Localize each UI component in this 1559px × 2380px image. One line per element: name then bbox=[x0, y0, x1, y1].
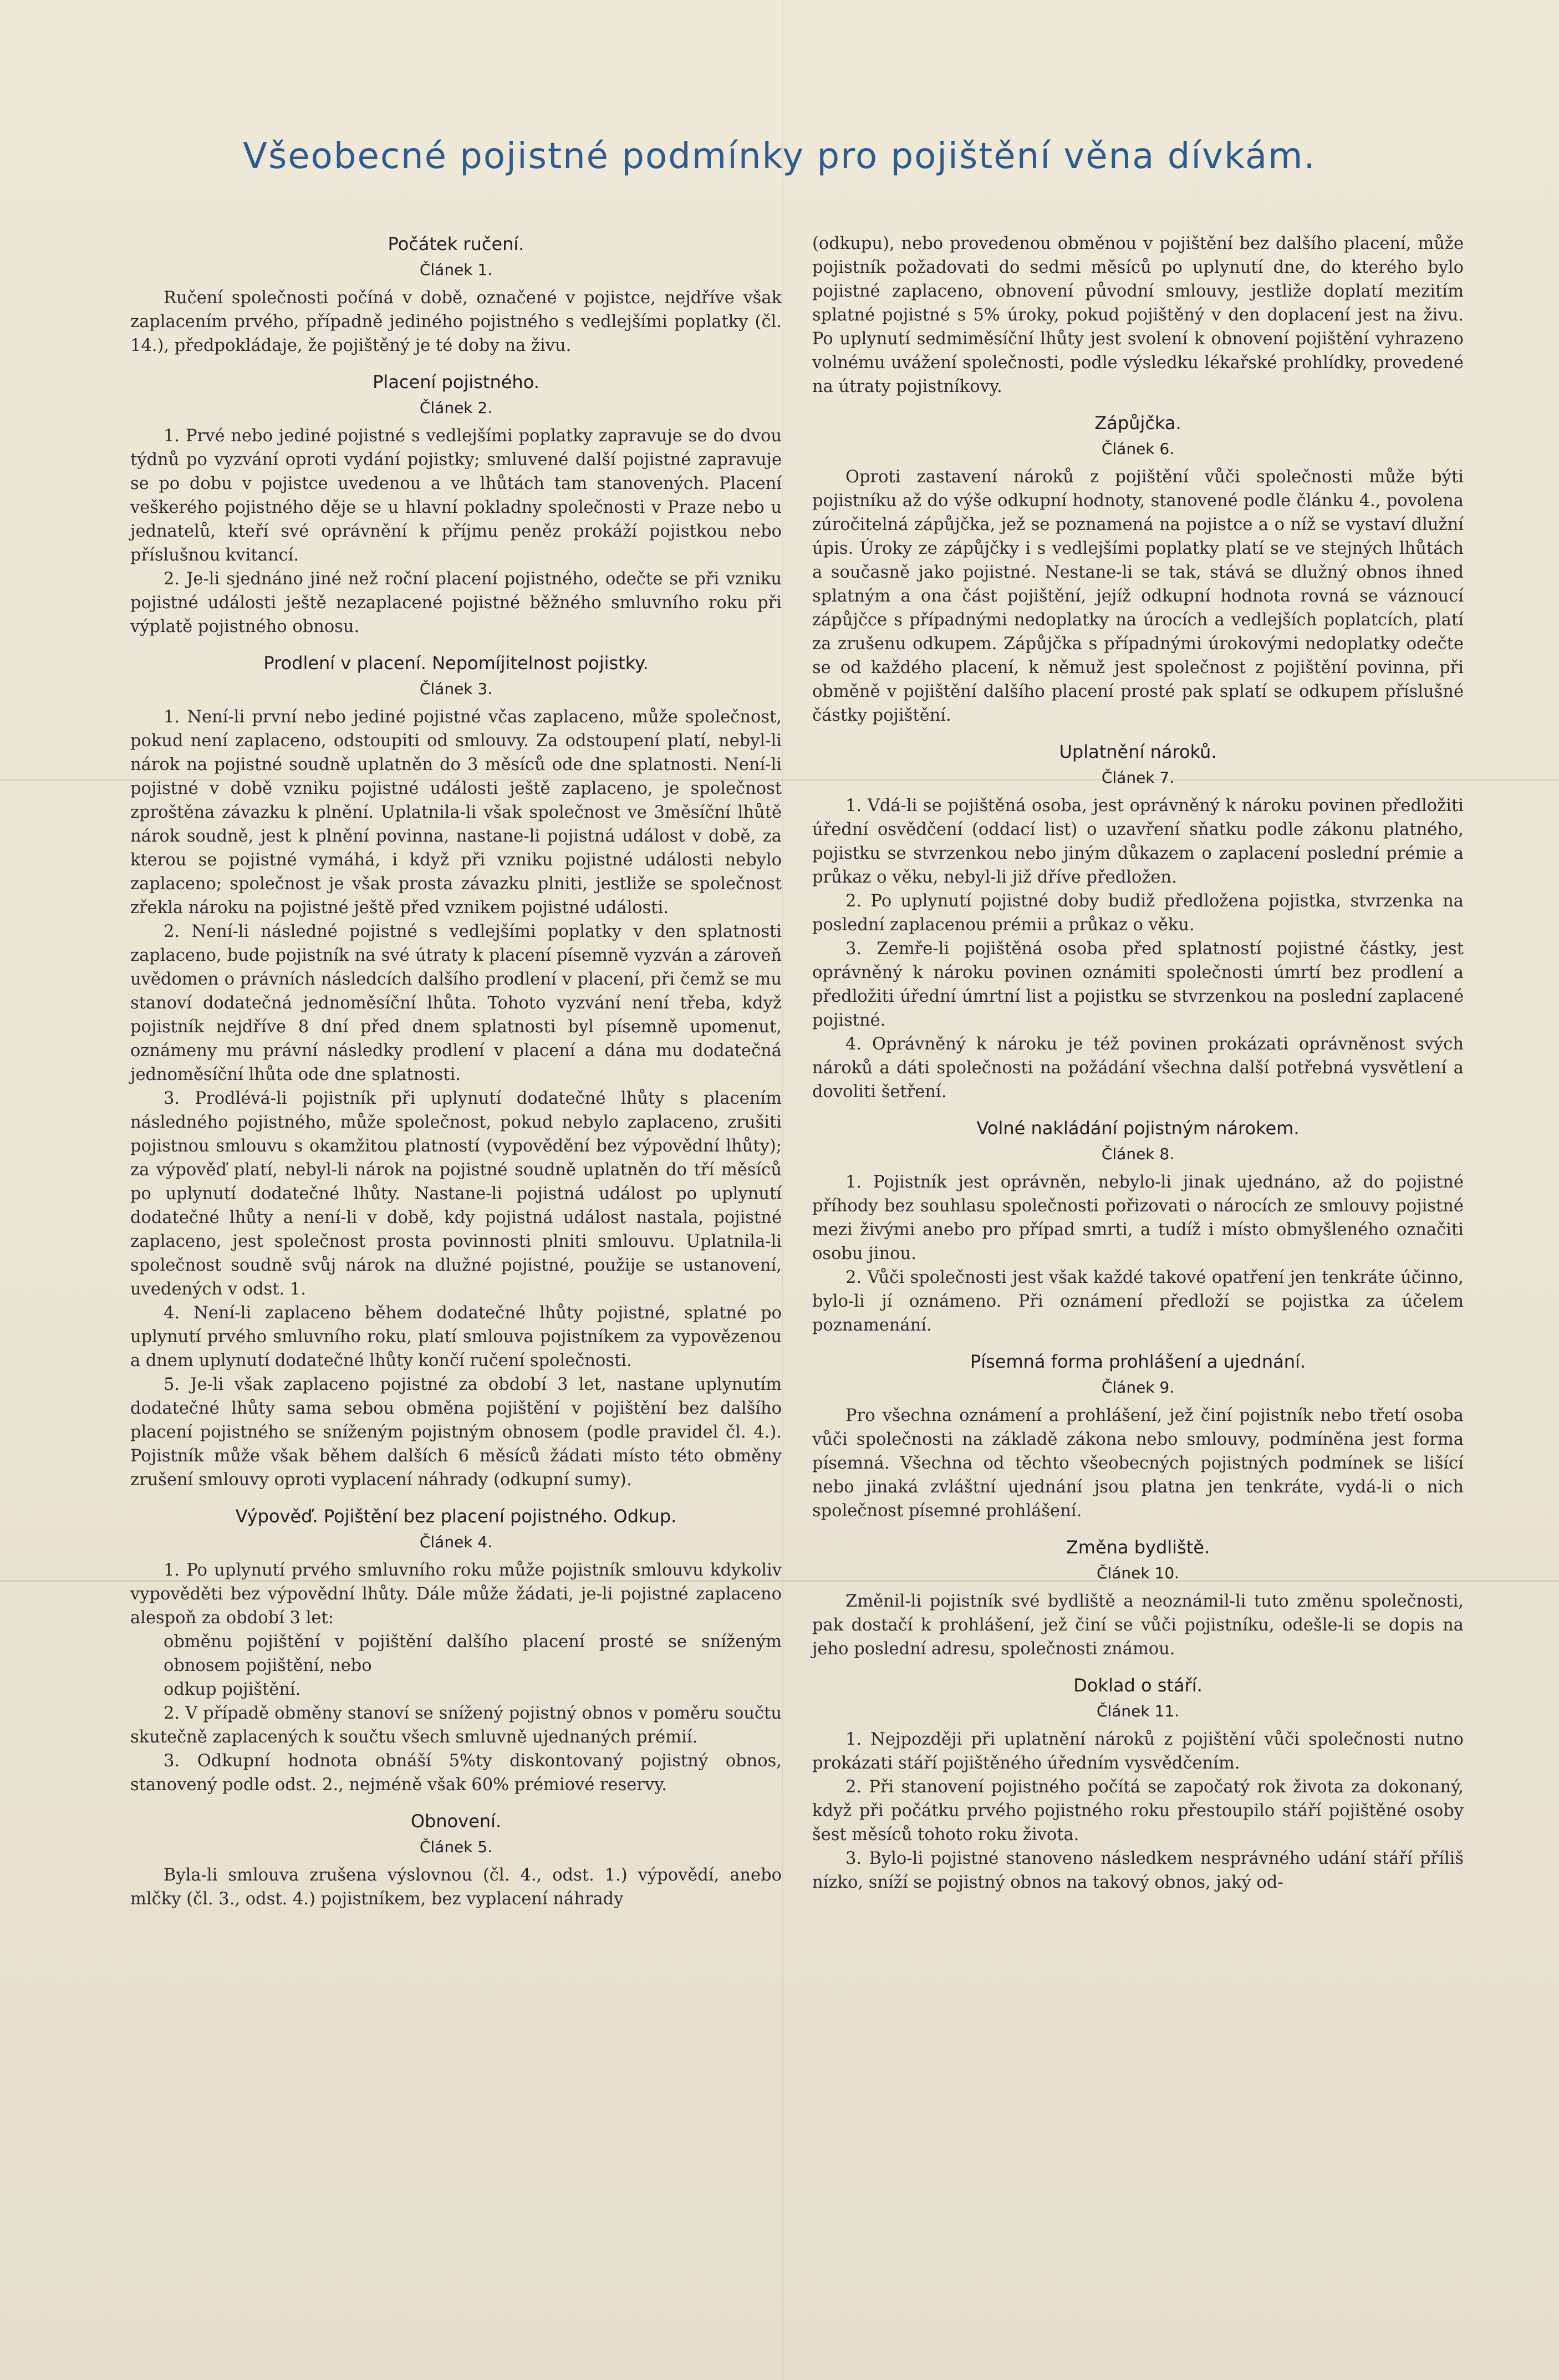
section bbox=[130, 370, 782, 639]
section-heading: Počátek ručení. bbox=[388, 233, 524, 254]
paragraph: 1. Nejpozději při uplatnění nároků z pojištění vůči společnosti nutno prokázati stáří pojištěného úředním vysvědčením. bbox=[812, 1730, 1464, 1773]
article-number: Článek 5. bbox=[419, 1838, 493, 1856]
section-heading: Výpověď. Pojištění bez placení pojistného. Odkup. bbox=[235, 1506, 677, 1527]
paragraph: 1. Po uplynutí prvého smluvního roku může pojistník smlouvu kdykoliv vypověděti bez výpovědní lhůty. Dále může žádati, je-li pojistné zaplaceno alespoň za období 3 let: bbox=[130, 1561, 782, 1628]
paragraph: 2. Vůči společnosti jest však každé takové opatření jen tenkráte účinno, bylo-li jí oznámeno. Při oznámení předloží se pojistka za účelem poznamenání. bbox=[812, 1268, 1464, 1335]
paragraph: 3. Zemře-li pojištěná osoba před splatností pojistné částky, jest oprávněný k nároku povinen oznámiti společnosti úmrtí bez prodlení a předložiti úřední úmrtní list a pojistku se stvrzenkou na poslední zaplacené pojistné. bbox=[812, 939, 1464, 1030]
section bbox=[812, 1673, 1464, 1894]
continued-paragraph: (odkupu), nebo provedenou obměnou v pojištění bez dalšího placení, může pojistník požadovati do sedmi měsíců po uplynutí dne, do kterého bylo pojistné zaplaceno, obnovení původní smlouvy, jestliže doplatí mezitím splatné pojistné s 5% úroky, pokud pojištěný v den doplacení jest na živu. Po uplynutí sedmiměsíční lhůty jest svolení k obnovení pojištění vyhrazeno volnému uvážení společnosti, podle výsledku lékařské prohlídky, provedené na útraty pojistníkovy. bbox=[812, 234, 1464, 396]
section bbox=[130, 1504, 782, 1797]
section-heading: Změna bydliště. bbox=[1066, 1537, 1210, 1558]
paragraph: 2. Při stanovení pojistného počítá se započatý rok života za dokonaný, když při počátku prvého pojistného roku přestoupilo stáří pojištěné osoby šest měsíců tohoto roku života. bbox=[812, 1777, 1464, 1844]
section-heading: Písemná forma prohlášení a ujednání. bbox=[970, 1351, 1306, 1372]
article-number: Článek 1. bbox=[419, 261, 493, 279]
article-number: Článek 7. bbox=[1101, 768, 1175, 787]
article-number: Článek 10. bbox=[1096, 1564, 1180, 1582]
paragraph: 3. Prodlévá-li pojistník při uplynutí dodatečné lhůty s placením následného pojistného, může společnost, pokud nebylo zaplaceno, zrušiti pojistnou smlouvu s okamžitou platností (vypovědění bez výpovědní lhůty); za výpověď platí, nebyl-li nárok na pojistné soudně uplatněn do tří měsíců po uplynutí dodatečné lhůty. Nastane-li pojistná událost po uplynutí dodatečné lhůty a není-li v době, kdy pojistná událost nastala, pojistné zaplaceno, jest společnost prosta povinnosti plniti smlouvu. Uplatnila-li společnost soudně svůj nárok na dlužné pojistné, použije se ustanovení, uvedených v odst. 1. bbox=[130, 1089, 782, 1299]
paragraph: 4. Není-li zaplaceno během dodatečné lhůty pojistné, splatné po uplynutí prvého smluvního roku, platí smlouva pojistníkem za vypovězenou a dnem uplynutí dodatečné lhůty končí ručení společnosti. bbox=[130, 1303, 782, 1370]
section bbox=[812, 1535, 1464, 1661]
paragraph: Byla-li smlouva zrušena výslovnou (čl. 4., odst. 1.) výpovědí, anebo mlčky (čl. 3., odst. 4.) pojistníkem, bez vyplacení náhrady bbox=[130, 1866, 782, 1909]
document-title: Všeobecné pojistné podmínky pro pojištění věna dívkám. bbox=[243, 136, 1316, 177]
section-heading: Obnovení. bbox=[410, 1811, 502, 1832]
section bbox=[812, 740, 1464, 1104]
paragraph: 1. Vdá-li se pojištěná osoba, jest oprávněný k nároku povinen předložiti úřední osvědčení (oddací list) o uzavření sňatku podle zákonu platného, pojistku se stvrzenkou nebo jiným důkazem o zaplacení poslední prémie a průkaz o věku, nebyl-li již dříve předložen. bbox=[812, 796, 1464, 887]
section bbox=[130, 651, 782, 1492]
right-column bbox=[812, 232, 1464, 1894]
paragraph: 1. Prvé nebo jediné pojistné s vedlejšími poplatky zapravuje se do dvou týdnů po vyzvání oproti vydání pojistky; smluvené další pojistné zapravuje se po dobu v pojistce uvedenou a ve lhůtách tam stanovených. Placení veškerého pojistného děje se u hlavní pokladny společnosti v Praze nebo u jednatelů, kteří své oprávnění k příjmu peněz prokáží pojistkou nebo příslušnou kvitancí. bbox=[130, 426, 782, 565]
paragraph: Ručení společnosti počíná v době, označené v pojistce, nejdříve však zaplacením prvého, případně jediného pojistného s vedlejšími poplatky (čl. 14.), předpokládaje, že pojištěný je té doby na živu. bbox=[130, 288, 782, 355]
section bbox=[812, 411, 1464, 727]
paragraph: Změnil-li pojistník své bydliště a neoznámil-li tuto změnu společnosti, pak dostačí k prohlášení, jež činí se vůči pojistníku, odešle-li se dopis na jeho poslední adresu, společnosti známou. bbox=[812, 1592, 1464, 1659]
section bbox=[130, 1809, 782, 1911]
left-column bbox=[130, 232, 782, 1911]
article-number: Článek 9. bbox=[1101, 1378, 1175, 1397]
article-number: Článek 3. bbox=[419, 680, 493, 698]
paper-fold-line bbox=[782, 0, 783, 2380]
section-heading: Zápůjčka. bbox=[1094, 412, 1181, 434]
paragraph: 1. Pojistník jest oprávněn, nebylo-li jinak ujednáno, až do pojistné příhody bez souhlasu společnosti pořizovati o nárocích ze smlouvy pojistné mezi živými anebo pro případ smrti, a tudíž i místo obmyšleného označiti osobu jinou. bbox=[812, 1173, 1464, 1263]
paragraph: 2. V případě obměny stanoví se snížený pojistný obnos v poměru součtu skutečně zaplacených k součtu všech smluvně ujednaných prémií. bbox=[130, 1704, 782, 1747]
section bbox=[812, 1349, 1464, 1523]
article-number: Článek 8. bbox=[1101, 1145, 1175, 1163]
section-heading: Doklad o stáří. bbox=[1073, 1675, 1203, 1696]
paragraph: Pro všechna oznámení a prohlášení, jež činí pojistník nebo třetí osoba vůči společnosti na základě zákona nebo smlouvy, podmíněna jest forma písemná. Všechna od těchto všeobecných pojistných podmínek se lišící nebo jinaká zvláštní ujednání jsou platna jen tenkráte, vydá-li o nich společnost písemné prohlášení. bbox=[812, 1406, 1464, 1521]
paragraph: 3. Odkupní hodnota obnáší 5%ty diskontovaný pojistný obnos, stanovený podle odst. 2., nejméně však 60% prémiové reservy. bbox=[130, 1751, 782, 1795]
section bbox=[812, 1116, 1464, 1337]
paragraph: 5. Je-li však zaplaceno pojistné za období 3 let, nastane uplynutím dodatečné lhůty sama sebou obměna pojištění v pojištění bez dalšího placení pojistného se sníženým pojistným obnosem (podle pravidel čl. 4.). Pojistník může však během dalších 6 měsíců žádati místo této obměny zrušení smlouvy oproti vyplacení náhrady (odkupní sumy). bbox=[130, 1375, 782, 1490]
section-heading: Placení pojistného. bbox=[373, 371, 539, 393]
section-heading: Prodlení v placení. Nepomíjitelnost pojistky. bbox=[263, 653, 649, 674]
article-number: Článek 2. bbox=[419, 399, 493, 417]
section-heading: Uplatnění nároků. bbox=[1059, 741, 1217, 762]
paragraph: 2. Je-li sjednáno jiné než roční placení pojistného, odečte se při vzniku pojistné události ještě nezaplacené pojistné běžného smluvního roku při výplatě pojistného obnosu. bbox=[130, 569, 782, 636]
paragraph: 2. Po uplynutí pojistné doby budiž předložena pojistka, stvrzenka na poslední zaplacenou prémii a průkaz o věku. bbox=[812, 891, 1464, 935]
article-number: Článek 6. bbox=[1101, 440, 1175, 458]
paragraph: 2. Není-li následné pojistné s vedlejšími poplatky v den splatnosti zaplaceno, bude pojistník na své útraty k placení písemně vyzván a zároveň uvědomen o právních následcích dalšího prodlení v placení, při čemž se mu stanoví dodatečná jednoměsíční lhůta. Tohoto vyzvání není třeba, když pojistník nejdříve 8 dní před dnem splatnosti byl písemně upomenut, oznámeny mu právní následky prodlení v placení a dána mu dodatečná jednoměsíční lhůta ode dne splatnosti. bbox=[130, 922, 782, 1084]
list-item: odkup pojištění. bbox=[164, 1680, 301, 1699]
paragraph: 1. Není-li první nebo jediné pojistné včas zaplaceno, může společnost, pokud není zaplaceno, odstoupiti od smlouvy. Za odstoupení platí, nebyl-li nárok na pojistné soudně uplatněn do 3 měsíců ode dne splatnosti. Není-li pojistné v době vzniku pojistné události ještě zaplaceno, je společnost zproštěna závazku k plnění. Uplatnila-li však společnost ve 3měsíční lhůtě nárok soudně, jest k plnění povinna, nastane-li pojistná událost v době, za kterou se pojistné vymáhá, i když při vzniku pojistné události nebylo zaplaceno; společnost je však prosta závazku plniti, jestliže se společnost zřekla nároku na pojistné ještě před vznikem pojistné události. bbox=[130, 707, 782, 918]
section-heading: Volné nakládání pojistným nárokem. bbox=[976, 1118, 1300, 1139]
section bbox=[812, 232, 1464, 399]
paragraph: 3. Bylo-li pojistné stanoveno následkem nesprávného udání stáří příliš nízko, sníží se pojistný obnos na takový obnos, jaký od- bbox=[812, 1849, 1464, 1892]
paragraph: 4. Oprávněný k nároku je též povinen prokázati oprávněnost svých nároků a dáti společnosti na požádání všechna další potřebná vysvětlení a dovoliti šetření. bbox=[812, 1034, 1464, 1102]
article-number: Článek 4. bbox=[419, 1533, 493, 1551]
list-item: obměnu pojištění v pojištění dalšího placení prosté se sníženým obnosem pojištění, nebo bbox=[164, 1632, 782, 1675]
article-number: Článek 11. bbox=[1096, 1702, 1180, 1720]
section bbox=[130, 232, 782, 358]
paragraph: Oproti zastavení nároků z pojištění vůči společnosti může býti pojistníku až do výše odkupní hodnoty, stanovené podle článku 4., povolena zúročitelná zápůjčka, jež se poznamená na pojistce a o níž se vystaví dlužní úpis. Úroky ze zápůjčky i s vedlejšími poplatky platí se ve stejných lhůtách a současně jako pojistné. Nestane-li se tak, stává se dlužný obnos ihned splatným a ona část pojištění, jejíž odkupní hodnota rovná se váznoucí zápůjčce s případnými nedoplatky na úrocích a vedlejších poplatcích, platí za zrušenu odkupem. Zápůjčka s případnými úrokovými nedoplatky odečte se od každého placení, k němuž jest společnost z pojištění povinna, při obměně v pojištění dalšího placení prosté pak splatí se odkupem příslušné částky pojištění. bbox=[812, 467, 1464, 725]
